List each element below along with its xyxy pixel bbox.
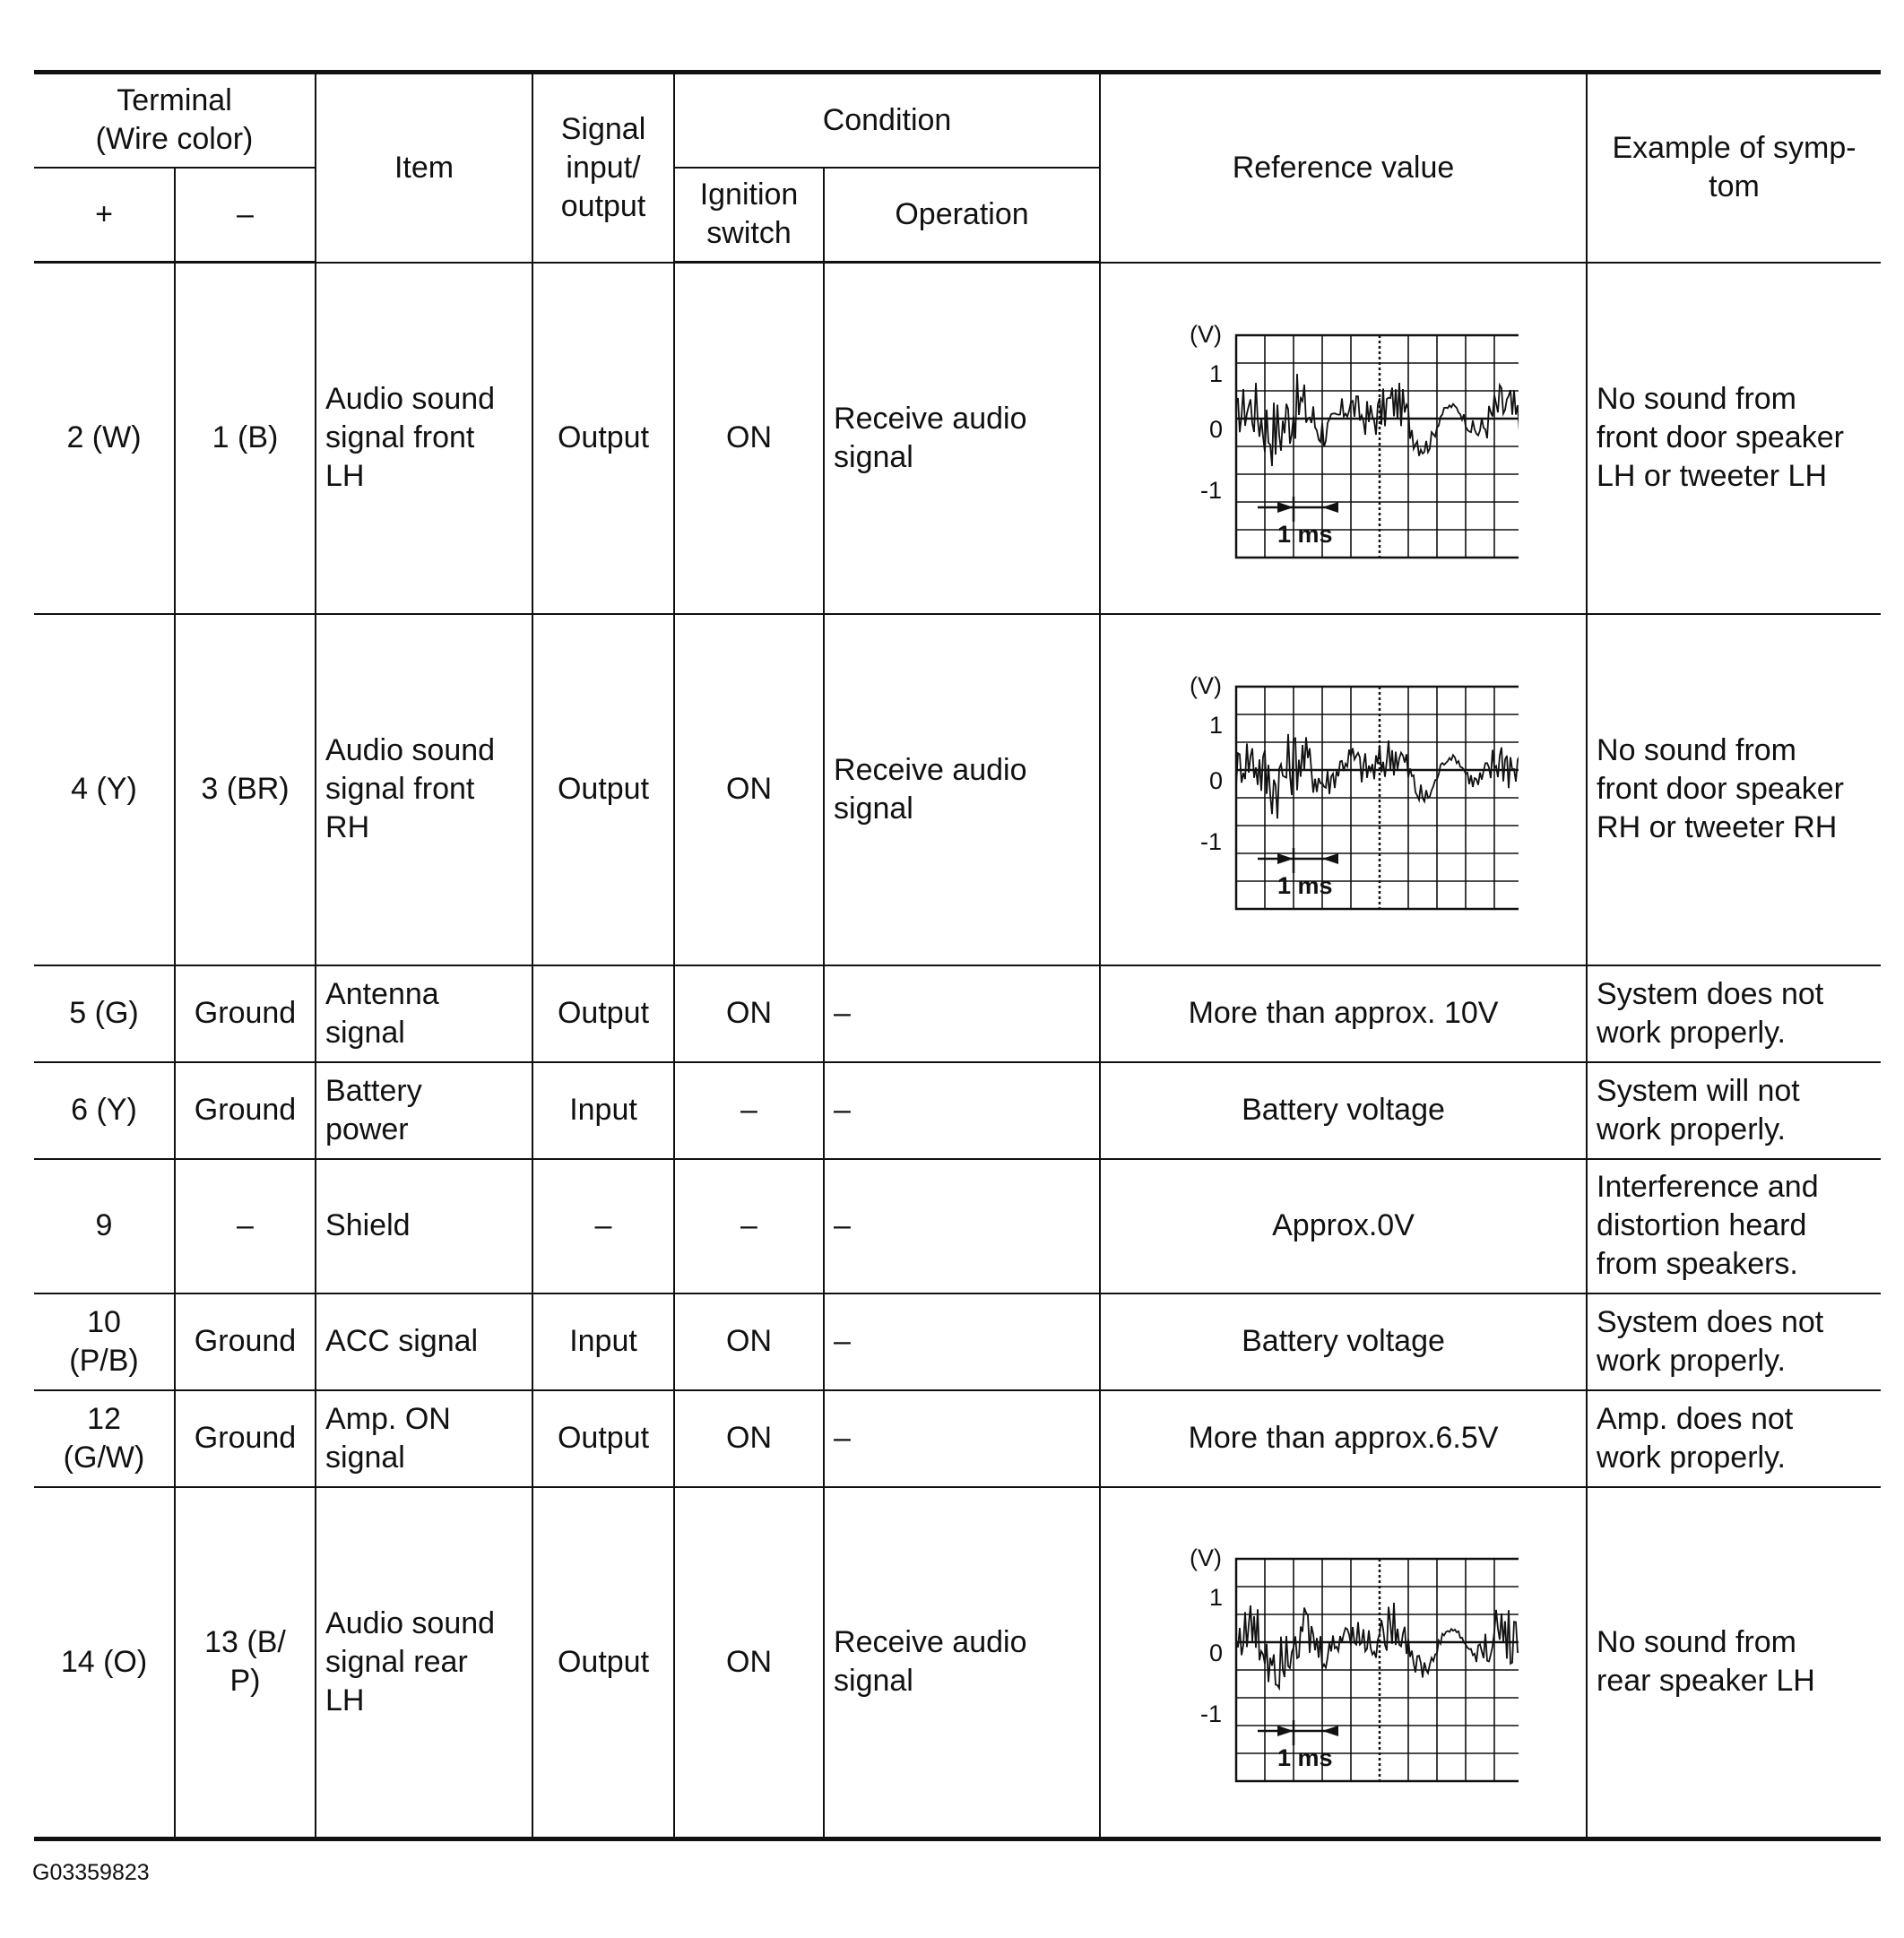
operation-header: Operation: [824, 168, 1100, 263]
operation-cell-text: –: [834, 996, 851, 1031]
ignition-switch-cell-text: –: [740, 1208, 757, 1243]
ignition-switch-cell: [674, 1390, 824, 1487]
example-symptom-cell-text: No sound from front door speaker LH or tweeter LH: [1597, 382, 1844, 493]
signal-io-cell: [532, 1293, 674, 1390]
reference-value-cell: [1100, 614, 1587, 965]
ignition-switch-cell-text: –: [740, 1093, 757, 1128]
terminal-plus-cell: [34, 1062, 175, 1159]
terminal-plus-cell: [34, 1293, 175, 1390]
audio-signal-trace: [1236, 733, 1519, 818]
terminal-plus-cell-text: 6 (Y): [71, 1093, 137, 1128]
reference-value-cell-text: Battery voltage: [1242, 1324, 1445, 1359]
oscilloscope-waveform: [1169, 660, 1519, 920]
table-row: [34, 1159, 1881, 1293]
terminal-minus-header: –: [175, 168, 316, 263]
terminal-minus-cell-text: Ground: [194, 1324, 297, 1359]
signal-io-cell-text: –: [594, 1208, 612, 1243]
table-row: [34, 1487, 1881, 1839]
terminal-plus-cell: [34, 1487, 175, 1839]
terminal-plus-cell-text: 12 (G/W): [63, 1401, 145, 1475]
signal-io-header: Signal input/ output: [532, 73, 674, 263]
waveform-tick-pos: 1: [1208, 711, 1223, 739]
ignition-switch-cell-text: ON: [726, 420, 773, 455]
terminal-minus-cell-text: 13 (B/ P): [204, 1625, 286, 1699]
reference-value-cell-text: Approx.0V: [1272, 1208, 1415, 1243]
reference-value-cell: [1100, 1293, 1587, 1390]
table-row: [34, 1293, 1881, 1390]
operation-cell-text: Receive audio signal: [834, 1625, 1027, 1699]
ignition-switch-cell-text: ON: [726, 1324, 773, 1359]
reference-value-header: Reference value: [1100, 73, 1587, 263]
terminal-minus-cell: [175, 1487, 316, 1839]
ignition-switch-cell: [674, 1487, 824, 1839]
item-cell: [316, 1159, 532, 1293]
operation-cell-text: Receive audio signal: [834, 752, 1027, 826]
item-cell-text: Battery power: [325, 1073, 422, 1146]
time-scale-marker: [1258, 848, 1338, 873]
terminal-plus-cell-text: 9: [95, 1208, 113, 1243]
ignition-switch-cell-text: ON: [726, 1421, 773, 1456]
waveform-tick-neg: -1: [1199, 827, 1222, 855]
terminal-minus-cell: [175, 263, 316, 614]
terminal-plus-cell-text: 4 (Y): [71, 772, 137, 807]
terminal-plus-cell: [34, 263, 175, 614]
terminal-plus-cell-text: 10 (P/B): [69, 1304, 139, 1378]
waveform-tick-zero: 0: [1208, 1640, 1223, 1667]
signal-io-cell: [532, 1390, 674, 1487]
ignition-switch-cell-text: ON: [726, 772, 773, 807]
table-row: [34, 965, 1881, 1062]
example-symptom-cell: [1587, 1293, 1881, 1390]
ignition-switch-cell: [674, 263, 824, 614]
item-cell-text: Audio sound signal rear LH: [325, 1606, 496, 1717]
signal-io-cell: [532, 1487, 674, 1839]
terminal-minus-cell-text: Ground: [194, 996, 297, 1031]
example-symptom-cell: [1587, 965, 1881, 1062]
signal-io-cell-text: Input: [569, 1093, 637, 1128]
item-cell-text: ACC signal: [325, 1324, 479, 1359]
reference-value-cell: [1100, 1487, 1587, 1839]
example-symptom-cell: [1587, 1487, 1881, 1839]
item-cell-text: Audio sound signal front RH: [325, 733, 496, 844]
signal-io-cell: [532, 1062, 674, 1159]
terminal-reference-table-sheet: [34, 70, 1881, 1841]
waveform-tick-neg: -1: [1199, 1700, 1222, 1728]
audio-signal-trace: [1236, 374, 1519, 466]
terminal-plus-cell: [34, 614, 175, 965]
figure-id: G03359823: [32, 1860, 150, 1885]
signal-io-cell-text: Output: [557, 1644, 650, 1679]
ignition-switch-cell-text: ON: [726, 1644, 773, 1679]
ignition-switch-cell: [674, 1062, 824, 1159]
operation-cell: [824, 1390, 1100, 1487]
oscilloscope-waveform: [1169, 308, 1519, 568]
signal-io-cell-text: Input: [569, 1324, 637, 1359]
reference-value-cell: [1100, 1159, 1587, 1293]
example-symptom-cell: [1587, 1159, 1881, 1293]
example-symptom-cell: [1587, 263, 1881, 614]
terminal-minus-cell-text: Ground: [194, 1421, 297, 1456]
ignition-switch-header: Ignition switch: [674, 168, 824, 263]
item-header: Item: [316, 73, 532, 263]
terminal-minus-cell-text: 3 (BR): [201, 772, 290, 807]
reference-value-cell-text: Battery voltage: [1242, 1093, 1445, 1128]
reference-value-cell: [1100, 263, 1587, 614]
oscilloscope-waveform: [1169, 1532, 1519, 1792]
table-row: [34, 1390, 1881, 1487]
waveform-tick-zero: 0: [1208, 415, 1223, 443]
operation-cell: [824, 1159, 1100, 1293]
signal-io-cell-text: Output: [557, 996, 650, 1031]
operation-cell-text: –: [834, 1324, 851, 1359]
time-scale-label: 1 ms: [1277, 1744, 1333, 1772]
reference-value-cell-text: More than approx. 10V: [1188, 996, 1499, 1031]
table-row: [34, 614, 1881, 965]
example-symptom-cell-text: System will not work properly.: [1597, 1073, 1800, 1146]
table-row: [34, 1062, 1881, 1159]
signal-io-cell: [532, 965, 674, 1062]
item-cell-text: Antenna signal: [325, 976, 439, 1050]
operation-cell: [824, 263, 1100, 614]
ignition-switch-cell: [674, 614, 824, 965]
item-cell: [316, 1390, 532, 1487]
time-scale-marker: [1258, 497, 1338, 522]
signal-io-cell: [532, 263, 674, 614]
operation-cell: [824, 1293, 1100, 1390]
ignition-switch-cell: [674, 1159, 824, 1293]
time-scale-label: 1 ms: [1277, 520, 1333, 548]
time-scale-label: 1 ms: [1277, 871, 1333, 899]
signal-io-cell: [532, 614, 674, 965]
item-cell: [316, 263, 532, 614]
operation-cell: [824, 1487, 1100, 1839]
terminal-minus-cell-text: –: [237, 1208, 254, 1243]
terminal-plus-cell: [34, 965, 175, 1062]
terminal-header: Terminal (Wire color): [34, 73, 316, 168]
reference-value-cell: [1100, 1062, 1587, 1159]
condition-header: Condition: [674, 73, 1100, 168]
example-symptom-cell-text: System does not work properly.: [1597, 976, 1824, 1050]
ignition-switch-cell: [674, 965, 824, 1062]
ignition-switch-cell-text: ON: [726, 996, 773, 1031]
item-cell: [316, 1487, 532, 1839]
signal-io-cell-text: Output: [557, 420, 650, 455]
terminal-minus-cell-text: Ground: [194, 1093, 297, 1128]
terminal-minus-cell-text: 1 (B): [212, 420, 279, 455]
operation-cell-text: –: [834, 1093, 851, 1128]
ignition-switch-cell: [674, 1293, 824, 1390]
terminal-reference-table: [34, 70, 1881, 1841]
operation-cell-text: Receive audio signal: [834, 401, 1027, 474]
operation-cell: [824, 965, 1100, 1062]
waveform-unit-label: (V): [1189, 671, 1222, 699]
example-symptom-cell-text: No sound from front door speaker RH or tweeter RH: [1597, 733, 1844, 844]
waveform-tick-pos: 1: [1208, 1584, 1223, 1612]
waveform-unit-label: (V): [1189, 1544, 1222, 1572]
example-symptom-cell: [1587, 614, 1881, 965]
waveform-tick-neg: -1: [1199, 476, 1222, 504]
reference-value-cell-text: More than approx.6.5V: [1188, 1421, 1499, 1456]
terminal-minus-cell: [175, 614, 316, 965]
time-scale-marker: [1258, 1720, 1338, 1745]
terminal-minus-cell: [175, 1390, 316, 1487]
terminal-plus-cell-text: 14 (O): [60, 1644, 148, 1679]
audio-signal-trace: [1236, 1603, 1519, 1688]
example-symptom-cell-text: System does not work properly.: [1597, 1304, 1824, 1378]
example-symptom-cell: [1587, 1390, 1881, 1487]
operation-cell-text: –: [834, 1421, 851, 1456]
item-cell-text: Audio sound signal front LH: [325, 382, 496, 493]
signal-io-cell-text: Output: [557, 772, 650, 807]
terminal-minus-cell: [175, 965, 316, 1062]
waveform-unit-label: (V): [1189, 320, 1222, 348]
terminal-plus-cell-text: 5 (G): [69, 996, 139, 1031]
item-cell: [316, 1293, 532, 1390]
terminal-plus-cell: [34, 1159, 175, 1293]
terminal-minus-cell: [175, 1293, 316, 1390]
example-symptom-header: Example of symp- tom: [1587, 73, 1881, 263]
example-symptom-cell-text: Interference and distortion heard from speakers.: [1597, 1170, 1819, 1281]
item-cell-text: Shield: [325, 1208, 411, 1243]
item-cell: [316, 1062, 532, 1159]
terminal-plus-cell: [34, 1390, 175, 1487]
signal-io-cell: [532, 1159, 674, 1293]
waveform-tick-pos: 1: [1208, 359, 1223, 387]
terminal-plus-cell-text: 2 (W): [66, 420, 142, 455]
table-row: [34, 263, 1881, 614]
signal-io-cell-text: Output: [557, 1421, 650, 1456]
item-cell: [316, 614, 532, 965]
example-symptom-cell-text: No sound from rear speaker LH: [1597, 1625, 1815, 1699]
example-symptom-cell-text: Amp. does not work properly.: [1597, 1401, 1794, 1475]
terminal-plus-header: +: [34, 168, 175, 263]
operation-cell: [824, 1062, 1100, 1159]
waveform-tick-zero: 0: [1208, 766, 1223, 794]
terminal-minus-cell: [175, 1159, 316, 1293]
example-symptom-cell: [1587, 1062, 1881, 1159]
operation-cell: [824, 614, 1100, 965]
item-cell-text: Amp. ON signal: [325, 1401, 451, 1475]
operation-cell-text: –: [834, 1208, 851, 1243]
reference-value-cell: [1100, 1390, 1587, 1487]
item-cell: [316, 965, 532, 1062]
reference-value-cell: [1100, 965, 1587, 1062]
terminal-minus-cell: [175, 1062, 316, 1159]
